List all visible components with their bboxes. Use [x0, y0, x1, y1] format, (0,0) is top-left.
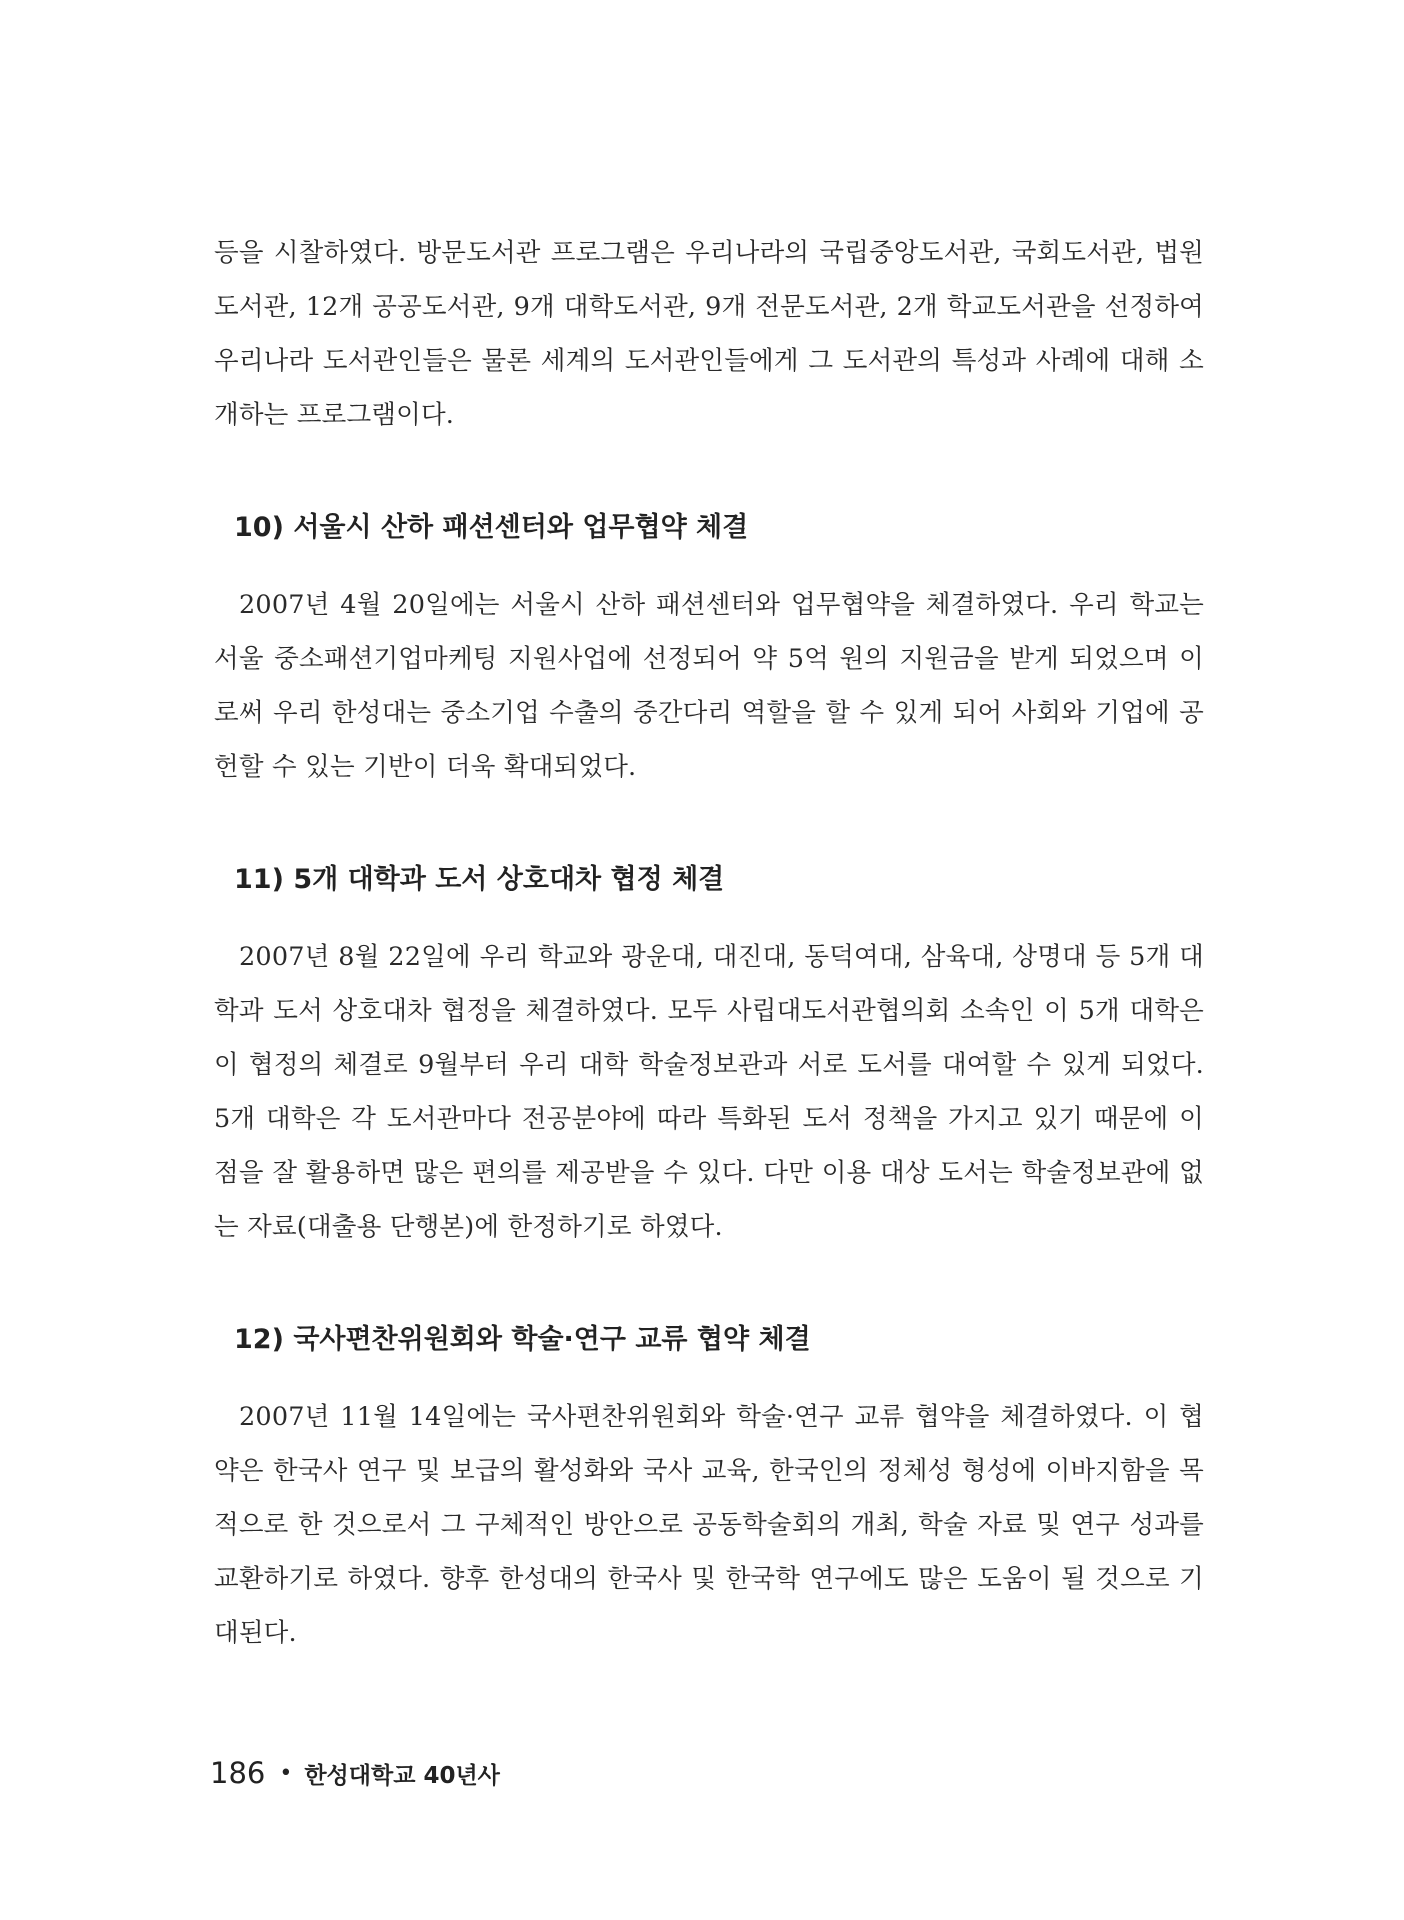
- section-heading-12: 12) 국사편찬위원회와 학술·연구 교류 협약 체결: [234, 1324, 811, 1355]
- intro-paragraph: 등을 시찰하였다. 방문도서관 프로그램은 우리나라의 국립중앙도서관, 국회도서관, 법원도서관, 12개 공공도서관, 9개 대학도서관, 9개 전문도서관, 2개 학교도서관을 선정하여 우리나라 도서관인들은 물론 세계의 도서관인들에게 그 도서관의 특성과 사례에 대해 소개하는 프로그램이다.: [214, 238, 1204, 430]
- section-heading-10: 10) 서울시 산하 패션센터와 업무협약 체결: [234, 512, 749, 543]
- section-body-11: 2007년 8월 22일에 우리 학교와 광운대, 대진대, 동덕여대, 삼육대, 상명대 등 5개 대학과 도서 상호대차 협정을 체결하였다. 모두 사립대도서관협의회 소속인 이 5개 대학은 이 협정의 체결로 9월부터 우리 대학 학술정보관과 서로 도서를 대여할 수 있게 되었다. 5개 대학은 각 도서관마다 전공분야에 따라 특화된 도서 정책을 가지고 있기 때문에 이 점을 잘 활용하면 많은 편의를 제공받을 수 있다. 다만 이용 대상 도서는 학술정보관에 없는 자료(대출용 단행본)에 한정하기로 하였다.: [214, 942, 1204, 1242]
- section-heading-11: 11) 5개 대학과 도서 상호대차 협정 체결: [234, 864, 725, 895]
- page-content: [214, 226, 1204, 1660]
- section-body-10: 2007년 4월 20일에는 서울시 산하 패션센터와 업무협약을 체결하였다. 우리 학교는 서울 중소패션기업마케팅 지원사업에 선정되어 약 5억 원의 지원금을 받게 되었으며 이로써 우리 한성대는 중소기업 수출의 중간다리 역할을 할 수 있게 되어 사회와 기업에 공헌할 수 있는 기반이 더욱 확대되었다.: [214, 590, 1204, 782]
- section-body-12: 2007년 11월 14일에는 국사편찬위원회와 학술·연구 교류 협약을 체결하였다. 이 협약은 한국사 연구 및 보급의 활성화와 국사 교육, 한국인의 정체성 형성에 이바지함을 목적으로 한 것으로서 그 구체적인 방안으로 공동학술회의 개최, 학술 자료 및 연구 성과를 교환하기로 하였다. 향후 한성대의 한국사 및 한국학 연구에도 많은 도움이 될 것으로 기대된다.: [214, 1402, 1204, 1648]
- book-title: 한성대학교 40년사: [304, 1763, 500, 1789]
- page-footer: [210, 1756, 500, 1790]
- footer-bullet: •: [279, 1761, 293, 1786]
- page-number: 186: [210, 1756, 266, 1790]
